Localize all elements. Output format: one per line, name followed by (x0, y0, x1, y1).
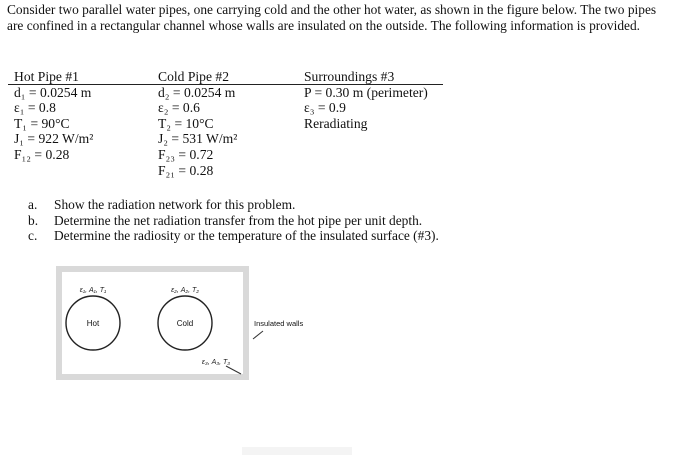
cold-pipe-heading: Cold Pipe #2 (158, 69, 229, 84)
task-letter: c. (28, 228, 38, 244)
cold-pipe-row: d₂ = 0.0254 m (158, 84, 236, 100)
task-letter: b. (28, 212, 39, 228)
surroundings-heading: Surroundings #3 (304, 69, 395, 84)
hot-pipe-row: F₁₂ = 0.28 (14, 146, 70, 162)
cold-pipe-row: ε₂ = 0.6 (158, 100, 200, 116)
cold-pipe-row: T₂ = 10°C (158, 115, 214, 131)
insulated-walls-pointer (253, 331, 263, 339)
task-text: Show the radiation network for this problem. (54, 197, 296, 212)
faint-artifact (242, 447, 352, 455)
problem-statement: Consider two parallel water pipes, one carrying cold and the other hot water, as shown in the figure below. The two pipes are confined in a rectangular channel whose walls are insulated on the outside. The following information is provided. (7, 2, 657, 33)
insulated-walls-label: Insulated walls (254, 319, 304, 328)
hot-pipe-row: T₁ = 90°C (14, 115, 70, 131)
hot-pipe-label: Hot (86, 319, 100, 328)
hot-pipe-row: ε₁ = 0.8 (14, 100, 56, 116)
surroundings-row: Reradiating (304, 115, 368, 131)
hot-pipe-row: d₁ = 0.0254 m (14, 84, 92, 100)
cold-pipe-row: F₂₁ = 0.28 (158, 162, 214, 178)
wall-params: ε₃, A₃, T₃ (201, 359, 231, 366)
hot-pipe-heading: Hot Pipe #1 (14, 69, 79, 84)
cold-pipe-row: F₂₃ = 0.72 (158, 146, 214, 162)
task-text: Determine the net radiation transfer from the hot pipe per unit depth. (54, 212, 423, 228)
cold-pipe-label: Cold (176, 319, 194, 328)
task-text: Determine the radiosity or the temperature of the insulated surface (#3). (54, 228, 439, 244)
surroundings-row: P = 0.30 m (perimeter) (304, 84, 428, 100)
surroundings-row: ε₃ = 0.9 (304, 100, 346, 116)
hot-pipe-params: ε₁, A₁, T₁ (79, 287, 107, 294)
cold-pipe-params: ε₂, A₂, T₂ (171, 287, 199, 294)
task-letter: a. (28, 197, 38, 212)
cold-pipe-row: J₂ = 531 W/m² (158, 131, 238, 147)
hot-pipe-row: J₁ = 922 W/m² (14, 131, 94, 147)
